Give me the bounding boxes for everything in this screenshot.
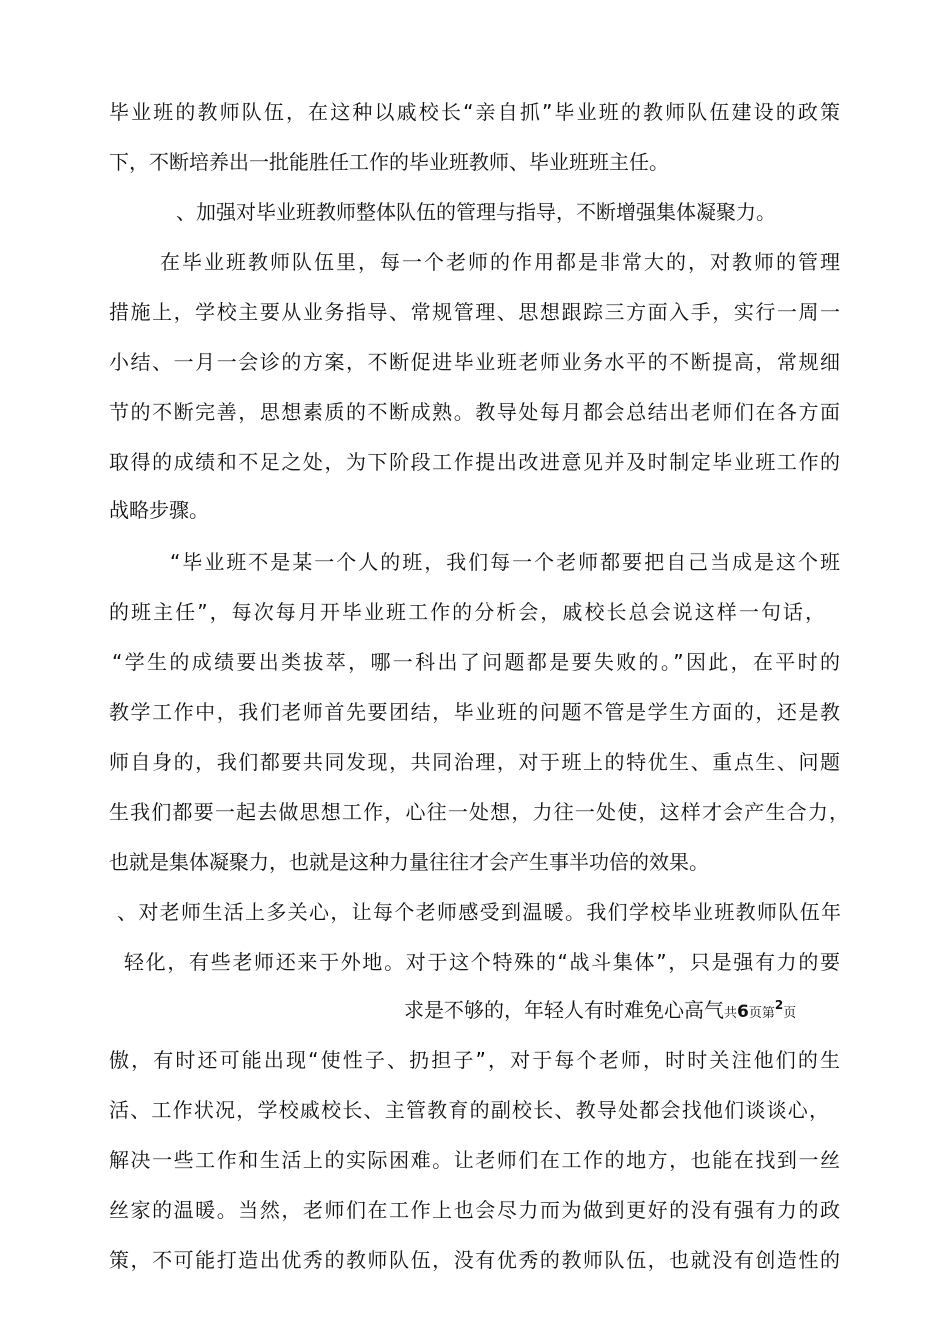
text-line: 下，不断培养出一批能胜任工作的毕业班教师、毕业班班主任。: [109, 150, 669, 174]
text-line: “学生的成绩要出类拔萃，哪一科出了问题都是要失败的。”因此，在平时的: [112, 650, 840, 674]
text-line: 取得的成绩和不足之处，为下阶段工作提出改进意见并及时制定毕业班工作的: [109, 450, 840, 474]
text-line: 解决一些工作和生活上的实际困难。让老师们在工作的地方，也能在找到一丝: [109, 1148, 840, 1172]
text-line: 在毕业班教师队伍里，每一个老师的作用都是非常大的，对教师的管理: [160, 250, 840, 274]
text-line: 教学工作中，我们老师首先要团结，毕业班的问题不管是学生方面的，还是教: [109, 700, 840, 724]
page-footer-total: 6: [737, 1002, 749, 1022]
text-line: 活、工作状况，学校戚校长、主管教育的副校长、教导处都会找他们谈谈心，: [109, 1098, 829, 1122]
text-line: 师自身的，我们都要共同发现，共同治理，对于班上的特优生、重点生、问题: [109, 750, 840, 774]
text-line: 轻化，有些老师还来于外地。对于这个特殊的“战斗集体”，只是强有力的要: [124, 950, 840, 974]
page-footer-total-prefix: 共: [724, 1006, 738, 1021]
text-line: “毕业班不是某一个人的班，我们每一个老师都要把自己当成是这个班: [170, 550, 840, 574]
text-line: 节的不断完善，思想素质的不断成熟。教导处每月都会总结出老师们在各方面: [109, 400, 840, 424]
text-line: 丝家的温暖。当然，老师们在工作上也会尽力而为做到更好的没有强有力的政: [109, 1198, 840, 1222]
text-fragment: 求是不够的，年轻人有时难免心高气: [404, 998, 724, 1022]
text-line-with-footer: [404, 998, 796, 1026]
text-line: 战略步骤。: [109, 498, 209, 522]
page-footer-page-suffix: 页: [783, 1006, 797, 1021]
text-line: 生我们都要一起去做思想工作，心往一处想，力往一处使，这样才会产生合力，: [109, 800, 849, 824]
text-line: 也就是集体凝聚力，也就是这种力量往往才会产生事半功倍的效果。: [109, 850, 709, 874]
text-line: 毕业班的教师队伍，在这种以戚校长“亲自抓”毕业班的教师队伍建设的政策: [109, 100, 840, 124]
page-footer-page-label: 页第: [748, 1006, 775, 1021]
text-line: 策，不可能打造出优秀的教师队伍，没有优秀的教师队伍，也就没有创造性的: [109, 1248, 840, 1272]
text-line: 小结、一月一会诊的方案，不断促进毕业班老师业务水平的不断提高，常规细: [109, 350, 840, 374]
text-line: 措施上，学校主要从业务指导、常规管理、思想跟踪三方面入手，实行一周一: [109, 300, 840, 324]
section-heading: 、加强对毕业班教师整体队伍的管理与指导，不断增强集体凝聚力。: [176, 200, 776, 224]
page-footer-number: 2: [774, 998, 784, 1012]
section-heading: 、对老师生活上多关心，让每个老师感受到温暖。我们学校毕业班教师队伍年: [117, 900, 841, 924]
text-line: 的班主任”，每次每月开毕业班工作的分析会，戚校长总会说这样一句话，: [109, 600, 825, 624]
text-line: 傲，有时还可能出现“使性子、扔担子”，对于每个老师，时时关注他们的生: [109, 1048, 840, 1072]
